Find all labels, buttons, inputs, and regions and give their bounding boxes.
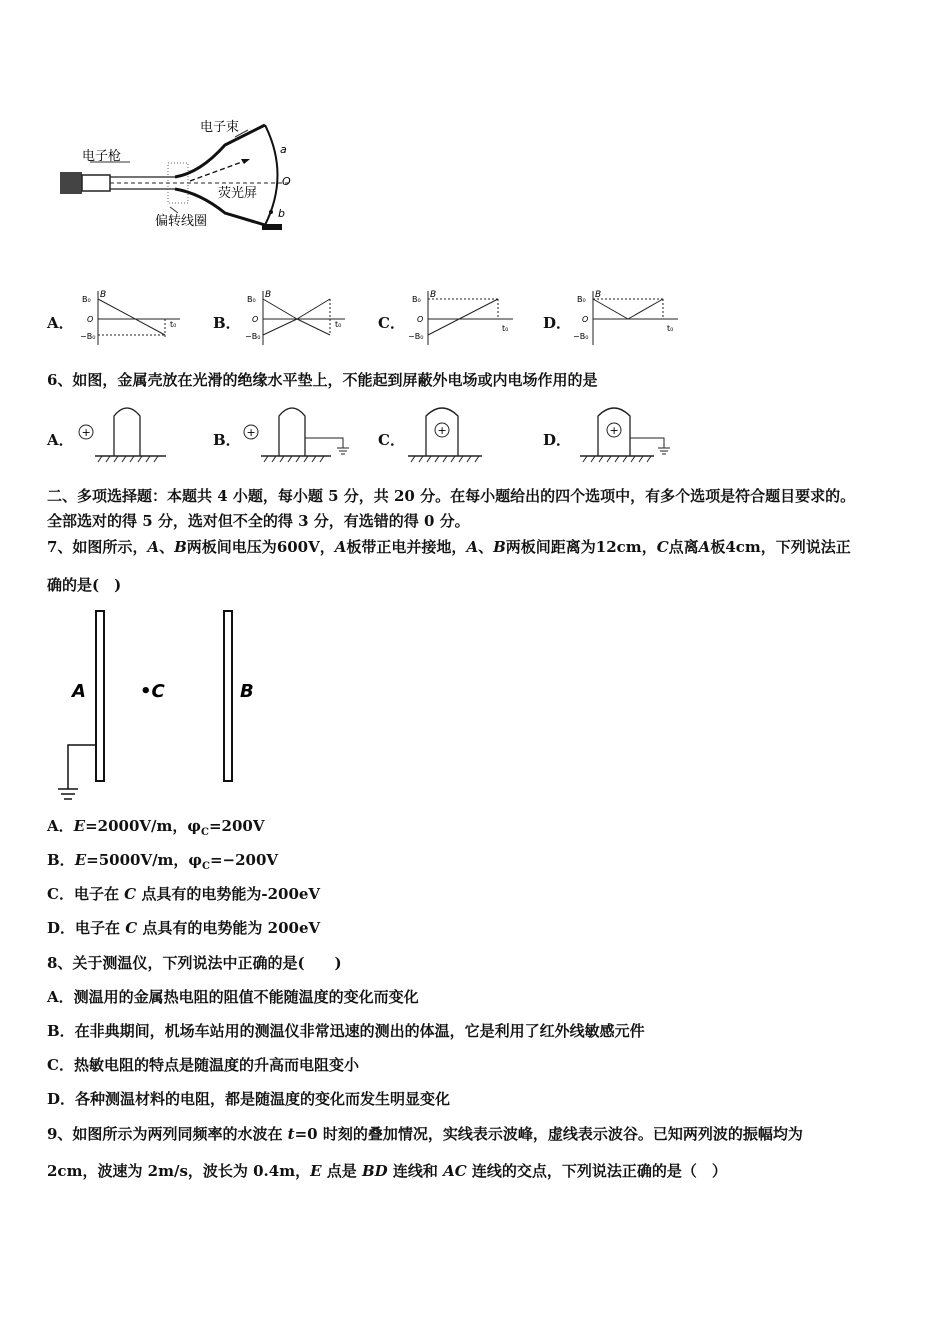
- graph-b: [245, 287, 355, 347]
- svg-text:O: O: [87, 315, 94, 324]
- q8-option-b: B．在非典期间，机场车站用的测温仪非常迅速的测出的体温，它是利用了红外线敏感元件: [47, 1022, 645, 1040]
- q9-stem-line1: 9、如图所示为两列同频率的水波在 t=0 时刻的叠加情况，实线表示波峰，虚线表示波谷。已知两列波的振幅均为: [47, 1125, 803, 1143]
- q7-option-a: A．E=2000V/m，$\varphi_C=200V$: [47, 817, 265, 838]
- svg-text:−B₀: −B₀: [408, 332, 424, 341]
- q6-stem: 6、如图，金属壳放在光滑的绝缘水平垫上，不能起到屏蔽外电场或内电场作用的是: [47, 371, 598, 389]
- svg-text:B₀: B₀: [412, 295, 421, 304]
- label-gun: 电子枪: [82, 149, 122, 164]
- svg-text:B₀: B₀: [247, 295, 256, 304]
- q6-option-a-label: A．: [47, 431, 74, 449]
- q9-stem-line2: 2cm，波速为 2m/s，波长为 0.4m，E 点是 BD 连线和 AC 连线的交点，下列说法正确的是（ ）: [47, 1162, 727, 1180]
- svg-text:B₀: B₀: [82, 295, 91, 304]
- label-beam: 电子束: [200, 120, 240, 135]
- svg-text:B: B: [265, 290, 272, 300]
- svg-text:+: +: [81, 426, 91, 439]
- graph-a: [80, 287, 190, 347]
- label-o: O: [282, 175, 291, 188]
- shield-figure-a: [70, 398, 170, 466]
- q7-option-d: D．电子在 C 点具有的电势能为 200eV: [47, 919, 321, 937]
- svg-text:+: +: [246, 426, 256, 439]
- label-b: b: [278, 207, 285, 220]
- shield-figure-c: [402, 398, 502, 466]
- plate-a-label: A: [72, 681, 86, 702]
- svg-text:t₀: t₀: [502, 324, 509, 333]
- svg-text:B: B: [100, 290, 107, 300]
- svg-text:+: +: [437, 424, 447, 437]
- svg-text:t₀: t₀: [170, 320, 177, 329]
- svg-text:t₀: t₀: [667, 324, 674, 333]
- q5-option-c-label: C．: [378, 314, 405, 332]
- svg-text:O: O: [252, 315, 259, 324]
- q5-option-a-label: A．: [47, 314, 74, 332]
- svg-text:t₀: t₀: [335, 320, 342, 329]
- svg-text:B₀: B₀: [577, 295, 586, 304]
- q7-stem-line2: 确的是( ): [47, 576, 122, 594]
- section2-line2: 全部选对的得 5 分，选对但不全的得 3 分，有选错的得 0 分。: [47, 512, 470, 530]
- shield-figure-b: [237, 398, 357, 466]
- svg-text:O: O: [417, 315, 424, 324]
- crt-deflection-figure: [50, 115, 310, 240]
- q7-option-b: B．E=5000V/m，$\varphi_C=-200V$: [47, 851, 279, 872]
- gun-body: [60, 172, 82, 194]
- svg-text:B: B: [595, 290, 602, 300]
- q6-option-b-label: B．: [213, 431, 241, 449]
- plate-b-label: B: [240, 681, 254, 702]
- q7-option-c: C．电子在 C 点具有的电势能为-200eV: [47, 885, 321, 903]
- q8-option-a: A．测温用的金属热电阻的阻值不能随温度的变化而变化: [47, 988, 419, 1006]
- q5-option-b-label: B．: [213, 314, 241, 332]
- q8-option-c: C．热敏电阻的特点是随温度的升高而电阻变小: [47, 1056, 359, 1074]
- svg-text:−B₀: −B₀: [245, 332, 261, 341]
- q8-option-d: D．各种测温材料的电阻，都是随温度的变化而发生明显变化: [47, 1090, 451, 1108]
- capacitor-plates-figure: [50, 605, 270, 805]
- svg-text:B: B: [430, 290, 437, 300]
- shield-figure-d: [576, 398, 686, 466]
- label-coil: 偏转线圈: [155, 214, 208, 229]
- graph-c: [408, 287, 523, 347]
- svg-text:O: O: [582, 315, 589, 324]
- q7-stem-line1: 7、如图所示，A、B两板间电压为600V，A板带正电并接地，A、B两板间距离为12cm，C点离A板4cm，下列说法正: [47, 538, 851, 556]
- q5-option-d-label: D．: [543, 314, 572, 332]
- svg-text:−B₀: −B₀: [80, 332, 96, 341]
- graph-d: [573, 287, 688, 347]
- q6-option-d-label: D．: [543, 431, 572, 449]
- label-a: a: [280, 143, 287, 156]
- q6-option-c-label: C．: [378, 431, 405, 449]
- section2-line1: 二、多项选择题：本题共 4 小题，每小题 5 分，共 20 分。在每小题给出的四个选项中，有多个选项是符合题目要求的。: [47, 487, 856, 505]
- label-screen: 荧光屏: [218, 186, 258, 201]
- point-c-label: •C: [140, 681, 165, 702]
- svg-text:+: +: [609, 424, 619, 437]
- svg-text:−B₀: −B₀: [573, 332, 589, 341]
- q8-stem: 8、关于测温仪，下列说法中正确的是( ): [47, 954, 342, 972]
